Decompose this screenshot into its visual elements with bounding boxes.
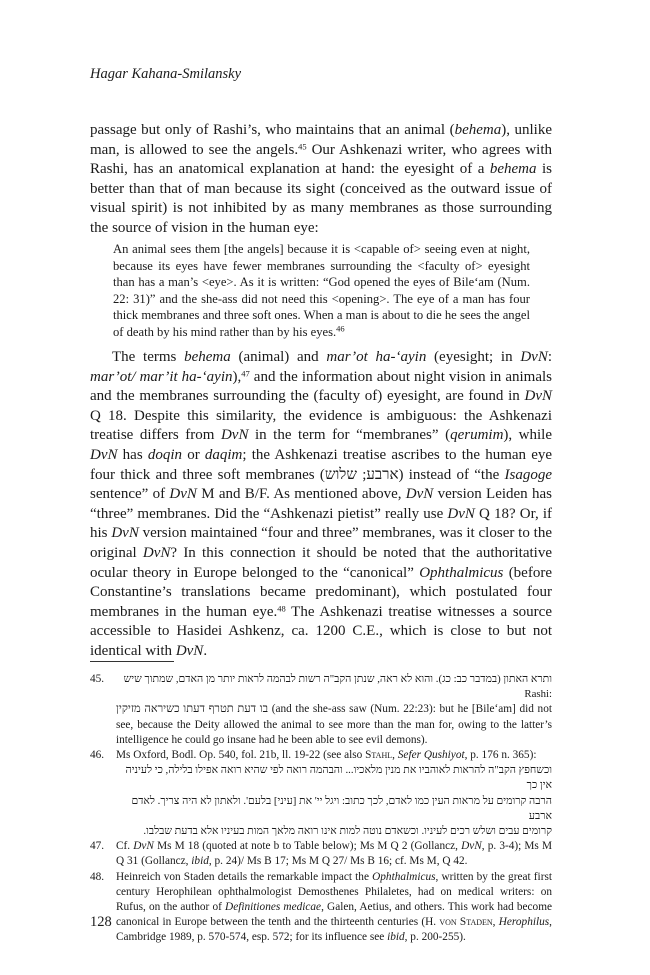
footnote-number: 47.	[90, 840, 105, 853]
footnote-text: Heinreich von Staden details the remarkable impact the Ophthalmicus, written by the great first century Herophilean ophthalmologist Demosthenes Philaletes, had on medical writers: on Rufus, on the author of Definitiones medicae, Galen, Aetius, and others. This work had become canonical in Europe between the tenth and the thirteenth centuries (H. von Staden, Herophilus, Cambridge 1989, p. 570-574, esp. 572; for its influence see ibid, p. 200-255).	[116, 870, 552, 944]
footnote-ref-45[interactable]: 45	[298, 140, 307, 151]
hebrew-line: ותרא האתון (במדבר כב: כג). והוא לא ראה, שנתן הקב"ה רשות לבהמה לראות יותר מן האדם, שמתוך שיש Rashi:	[123, 673, 552, 701]
page-number: 128	[90, 914, 112, 930]
hebrew-line: הרבה קרומים על מראות העין כמו לאדם, לכך כתוב: ויגל יי' את [עיני] בלעם'. ולאתון לא היה צריך. לאדם ארבע	[131, 794, 552, 822]
footnotes	[90, 672, 552, 946]
block-quote: An animal sees them [the angels] because it is <capable of> seeing even at night, because its eyes have fewer membranes surrounding the <faculty of> eyesight than has a man’s <eye>. As it is written: “God opened the eyes of Bile‘am (Num. 22: 31)” and the she-ass did not need this <opening>. The eye of a man has four thick membranes and three soft ones. When a man is about to die he sees the angel of death by his mind rather than by his eyes.$^{46}$	[113, 242, 530, 339]
footnote-ref-46[interactable]: 46	[336, 323, 345, 334]
footnote-ref-48[interactable]: 48	[277, 603, 286, 614]
footnote-ref-47[interactable]: 47	[241, 367, 250, 378]
footnote-text: בו דעת תטרף דעתו כשיראה מזיקין (and the she-ass saw (Num. 22:23): but he [Bile‘am] did not see, because the Deity allowed the animal to see more than the man for, owing to the latter’s intelligence he could go insane had he been able to see evil demons).	[116, 703, 552, 746]
footnote-text: Ms Oxford, Bodl. Op. 540, fol. 21b, ll. 19-22 (see also Stahl, Sefer Qushiyot, p. 176 n. 365):	[116, 749, 537, 762]
footnote-46	[90, 748, 552, 839]
running-head: Hagar Kahana-Smilansky	[90, 66, 242, 82]
footnote-separator	[90, 661, 174, 662]
footnote-number: 48.	[90, 870, 105, 883]
footnote-number: 45.	[90, 673, 105, 685]
footnote-text: Cf. DvN Ms M 18 (quoted at note b to Table below); Ms M Q 2 (Gollancz, DvN, p. 3-4); Ms M Q 31 (Gollancz, ibid, p. 24)/ Ms B 17; Ms M Q 27/ Ms B 16; cf. Ms M, Q 42.	[116, 840, 552, 868]
hebrew-line: קרומים עבים ושלש רכים לעיניו. וכשאדם נוטה למות אינו רואה מלאך המות בעיניו אלא בדעת שבלבו.	[143, 825, 552, 838]
footnote-47	[90, 839, 552, 869]
footnote-number: 46.	[90, 749, 105, 762]
footnote-45	[90, 672, 552, 748]
body-paragraph-1: passage but only of Rashi’s, who maintains that an animal (behema), unlike man, is allowed to see the angels.$^{45}$ Our Ashkenazi writer, who agrees with Rashi, has an anatomical explanation at hand: the eyesight of a behema is better than that of man because its sight (conceived as the outward issue of visual spirit) is not inhibited by as many membranes as those surrounding the source of vision in the human eye:	[90, 122, 552, 236]
hebrew-line: וכשחפץ הקב"ה להראות לאוהביו את מנין מלאכיו... והבהמה רואה לפי שהיא רואה אפילו בלילה, כי לעיניה אין כך	[125, 764, 552, 792]
footnote-48	[90, 870, 552, 946]
body-paragraph-2: The terms behema (animal) and mar’ot ha-‘ayin (eyesight; in DvN: mar’ot/ mar’it ha-‘ayin),$^{47}$ and the information about night vision in animals and the membranes surrounding the (faculty of) eyesight, are found in DvN Q 18. Despite this similarity, the evidence is ambiguous: the Ashkenazi treatise differs from DvN in the term for “membranes” (qerumim), while DvN has doqin or daqim; the Ashkenazi treatise ascribes to the human eye four thick and three soft membranes (ארבע; שלוש) instead of “the Isagoge sentence” of DvN M and B/F. As mentioned above, DvN version Leiden has “three” membranes. Did the “Ashkenazi pietist” really use DvN Q 18? Or, if his DvN version maintained “four and three” membranes, was it closer to the original DvN? In this connection it should be noted that the authoritative ocular theory in Europe belonged to the “canonical” Ophthalmicus (before Constantine’s translations became predominant), which postulated four membranes in the human eye.$^{48}$ The Ashkenazi treatise witnesses a source accessible to Hasidei Ashkenz, ca. 1200 C.E., which is close to but not identical with DvN.	[90, 349, 553, 659]
